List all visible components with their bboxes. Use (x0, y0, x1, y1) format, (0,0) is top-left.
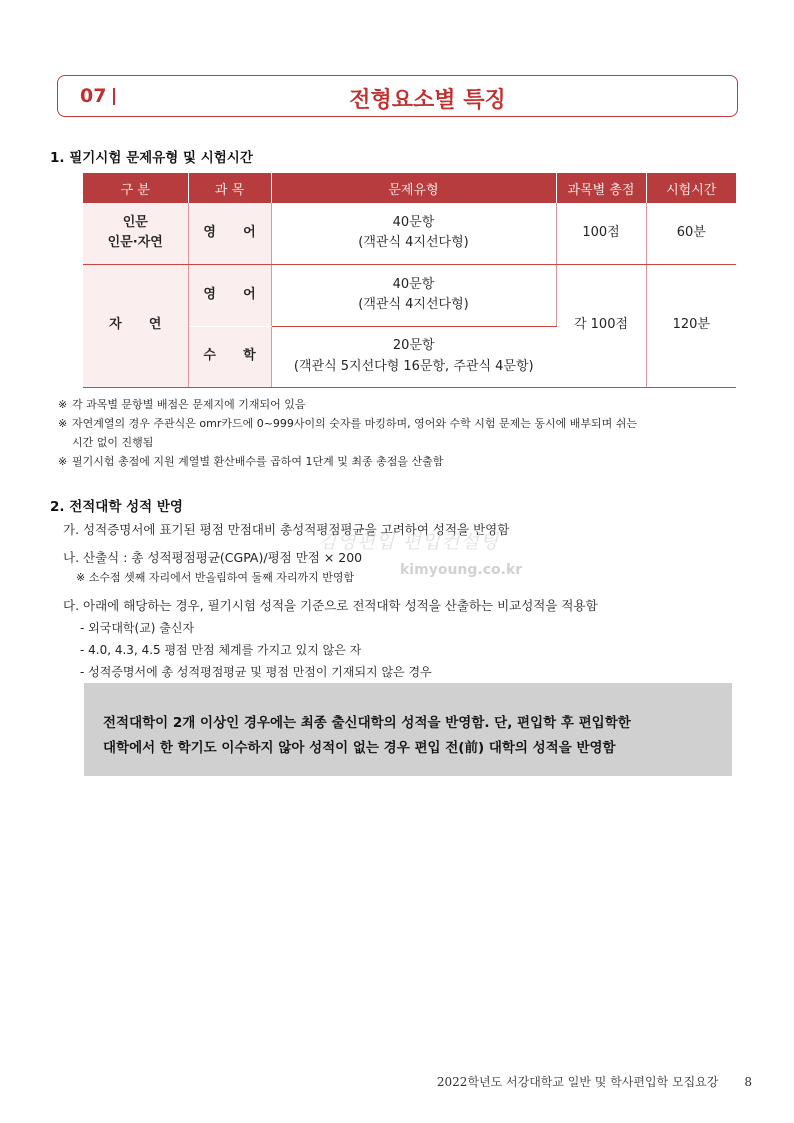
category-cell: 인문 인문·자연 (83, 203, 188, 264)
question-type-cell: 20문항 (객관식 5지선다형 16문항, 주관식 4문항) (271, 326, 556, 387)
exam-table (83, 173, 736, 388)
highlight-line-2: 대학에서 한 학기도 이수하지 않아 성적이 없는 경우 편입 전(前) 대학의 성적을 반영함 (103, 740, 616, 756)
footer-text: 2022학년도 서강대학교 일반 및 학사편입학 모집요강 (436, 1075, 719, 1089)
question-type-cell: 40문항 (객관식 4지선다형) (271, 203, 556, 264)
time-cell: 120분 (646, 264, 736, 387)
score-cell: 100점 (556, 203, 646, 264)
highlight-line-1: 전적대학이 2개 이상인 경우에는 최종 출신대학의 성적을 반영함. 단, 편입학 후 편입학한 (103, 715, 631, 731)
table-row (83, 203, 736, 264)
section-number: 07 (80, 85, 107, 107)
col-total-score: 과목별 총점 (556, 173, 646, 203)
section-title: 전형요소별 특징 (349, 88, 506, 113)
col-question-type: 문제유형 (271, 173, 556, 203)
list-item: - 외국대학(교) 출신자 (80, 621, 195, 635)
table-header-row (83, 173, 736, 203)
subject-cell: 영 어 (188, 264, 271, 326)
subject-cell: 수 학 (188, 326, 271, 387)
paragraph-na: 나. 산출식 : 총 성적평점평균(CGPA)/평점 만점 × 200 (63, 550, 363, 565)
note-item: ※ 필기시험 총점에 지원 계열별 환산배수를 곱하여 1단계 및 최종 총점을 산출함 (58, 455, 444, 468)
note-item: ※ 각 과목별 문항별 배점은 문제지에 기재되어 있음 (58, 398, 306, 411)
category-cell: 자 연 (83, 264, 188, 387)
col-subject: 과 목 (188, 173, 271, 203)
list-item: - 4.0, 4.3, 4.5 평점 만점 체계를 가지고 있지 않은 자 (80, 643, 362, 657)
col-category: 구 분 (83, 173, 188, 203)
note-item: ※ 자연계열의 경우 주관식은 omr카드에 0~999사이의 숫자를 마킹하며, 영어와 수학 시험 문제는 동시에 배부되며 쉬는 시간 없이 진행됨 (58, 417, 638, 449)
page-number: 8 (744, 1075, 752, 1089)
paragraph-ga: 가. 성적증명서에 표기된 평점 만점대비 총성적평점평균을 고려하여 성적을 반영함 (63, 522, 510, 537)
time-cell: 60분 (646, 203, 736, 264)
paragraph-da: 다. 아래에 해당하는 경우, 필기시험 성적을 기준으로 전적대학 성적을 산출하는 비교성적을 적용함 (63, 598, 598, 613)
heading-prior-college: 2. 전적대학 성적 반영 (50, 499, 183, 515)
rounding-note: ※ 소수점 셋째 자리에서 반올림하여 둘째 자리까지 반영함 (76, 571, 355, 584)
exam-notes (58, 395, 738, 471)
watermark-text: 김영편입 편입컨설팅 (318, 531, 500, 553)
score-cell: 각 100점 (556, 264, 646, 387)
table-row (83, 264, 736, 326)
heading-exam-format: 1. 필기시험 문제유형 및 시험시간 (50, 150, 253, 166)
question-type-cell: 40문항 (객관식 4지선다형) (271, 264, 556, 326)
subject-cell: 영 어 (188, 203, 271, 264)
watermark-url: kimyoung.co.kr (400, 562, 523, 578)
list-item: - 성적증명서에 총 성적평점평균 및 평점 만점이 기재되지 않은 경우 (80, 665, 432, 679)
section-header (57, 75, 738, 117)
page-footer (437, 1073, 752, 1090)
col-exam-time: 시험시간 (646, 173, 736, 203)
